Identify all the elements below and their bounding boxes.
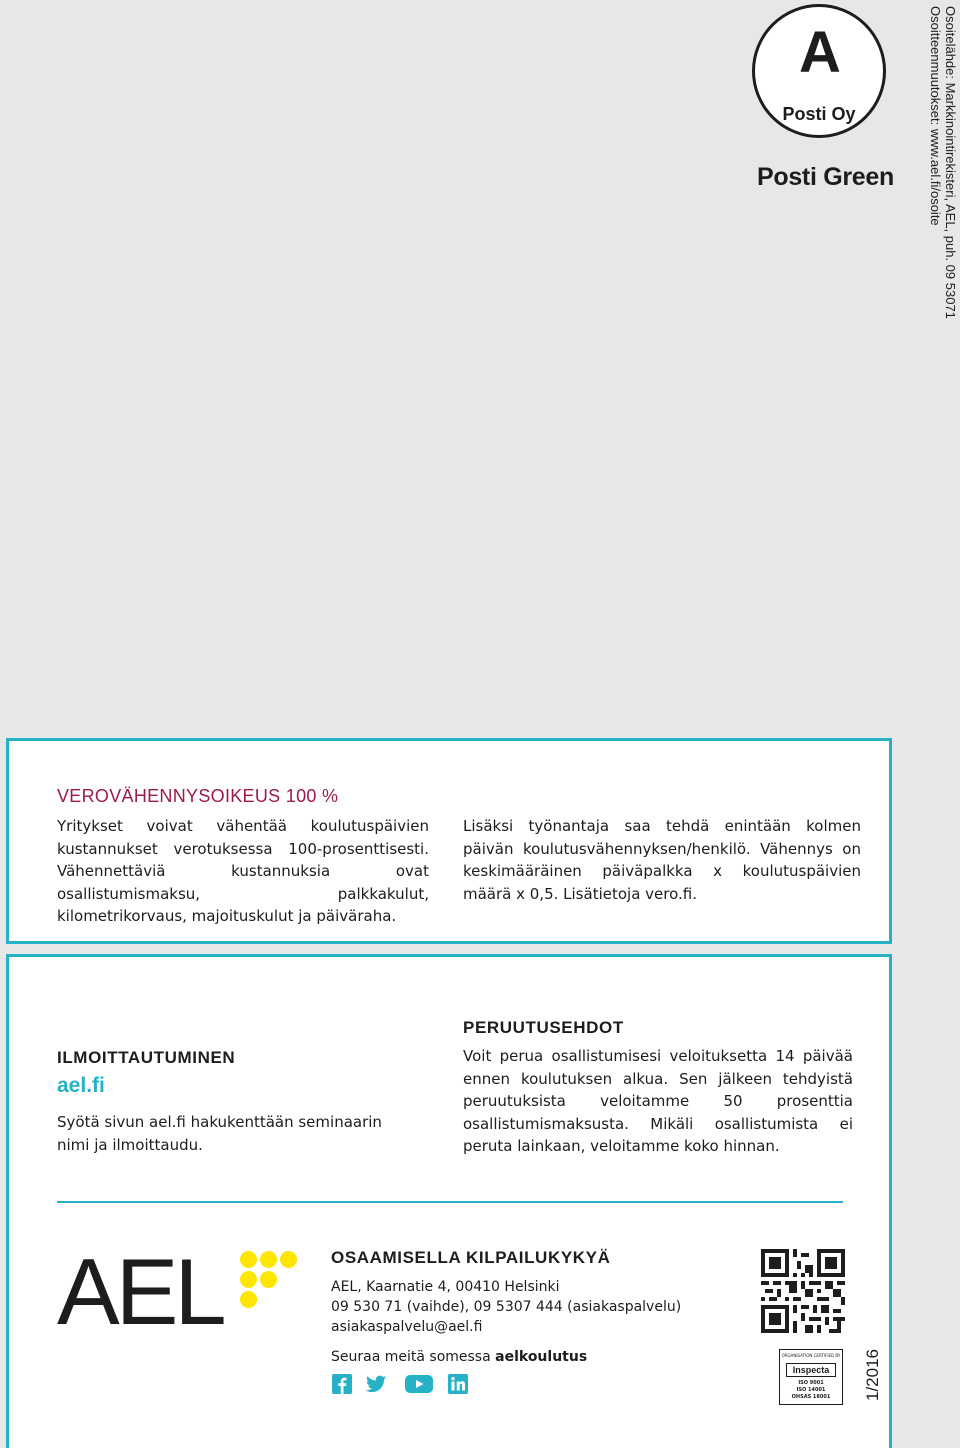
twitter-icon[interactable] (365, 1373, 387, 1395)
tax-left-paragraph: Yritykset voivat vähentää koulutuspäivien kustannukset verotuksessa 100-prosenttisesti. Vähennettäviä kustannuksia ovat osallistumismaksu, palkkakulut, kilometrikorvaus, majoituskulut ja päiväraha. (57, 817, 429, 925)
logo-dot (280, 1251, 297, 1268)
postage-stamp (752, 4, 886, 138)
section-divider (57, 1201, 843, 1203)
tax-right-paragraph: Lisäksi työnantaja saa tehdä enintään kolmen päivän koulutusvähennyksen/henkilö. Vähennys on keskimääräinen päiväpalkka x koulutuspäivien määrä x 0,5. Lisätietoja vero.fi. (463, 817, 861, 903)
cancellation-paragraph: Voit perua osallistumisesi veloituksetta 14 päivää ennen koulutuksen alkua. Sen jälkeen tehdyistä peruutuksista veloitamme 50 prosenttia osallistumismaksusta. Mikäli osallistumista ei peruta lainkaan, veloitamme koko hinnan. (463, 1047, 853, 1155)
cancellation-text (463, 1045, 853, 1158)
contact-address: AEL, Kaarnatie 4, 00410 Helsinki (331, 1279, 560, 1295)
registration-link[interactable]: ael.fi (57, 1074, 105, 1097)
cert-standards (780, 1380, 842, 1401)
registration-heading: ILMOITTAUTUMINEN (57, 1048, 236, 1067)
logo-dot (240, 1271, 257, 1288)
tax-deduction-box (6, 738, 892, 944)
logo-dot (260, 1251, 277, 1268)
youtube-icon[interactable] (405, 1373, 433, 1395)
cancellation-heading: PERUUTUSEHDOT (463, 1018, 624, 1037)
inspecta-certificate-logo (779, 1349, 843, 1405)
tax-text-right (463, 815, 861, 905)
logo-dot (240, 1251, 257, 1268)
ael-logo (57, 1239, 297, 1344)
contact-phones: 09 530 71 (vaihde), 09 5307 444 (asiakaspalvelu) (331, 1299, 682, 1315)
follow-handle: aelkoulutus (495, 1349, 588, 1365)
cert-top-text: ORGANISATION CERTIFIED BY (781, 1353, 841, 1358)
contact-email[interactable]: asiakaspalvelu@ael.fi (331, 1319, 483, 1335)
ael-logo-text: AEL (57, 1239, 223, 1344)
edition-label: 1/2016 (863, 1349, 882, 1401)
cert-standard: OHSAS 18001 (791, 1394, 831, 1400)
address-source-note (928, 6, 958, 319)
tax-text-left (57, 815, 429, 928)
linkedin-icon[interactable] (447, 1373, 469, 1395)
logo-dot (260, 1271, 277, 1288)
cert-brand: Inspecta (786, 1363, 836, 1377)
social-follow-text (331, 1347, 587, 1367)
contact-info (331, 1277, 681, 1337)
service-label: Posti Green (756, 163, 894, 191)
tax-heading: VEROVÄHENNYSOIKEUS 100 % (57, 786, 339, 806)
cert-standard: ISO 14001 (796, 1387, 826, 1393)
footer-tagline: OSAAMISELLA KILPAILUKYKYÄ (331, 1248, 611, 1267)
registration-text (57, 1111, 397, 1156)
cert-standard: ISO 9001 (798, 1380, 824, 1386)
stamp-text: Posti Oy (782, 104, 856, 124)
follow-prefix: Seuraa meitä somessa (331, 1349, 491, 1365)
registration-paragraph: Syötä sivun ael.fi hakukenttään seminaarin nimi ja ilmoittaudu. (57, 1113, 382, 1154)
address-source-line: Osoitelähde: Markkinointirekisteri, AEL, puh. 09 53071 (943, 6, 958, 319)
qr-code[interactable] (761, 1249, 845, 1333)
logo-dot (240, 1291, 257, 1308)
address-change-line: Osoitteenmuutokset: www.ael.fi/osoite (928, 6, 943, 226)
stamp-letter: A (799, 20, 839, 85)
info-footer-box (6, 954, 892, 1448)
facebook-icon[interactable] (331, 1373, 353, 1395)
